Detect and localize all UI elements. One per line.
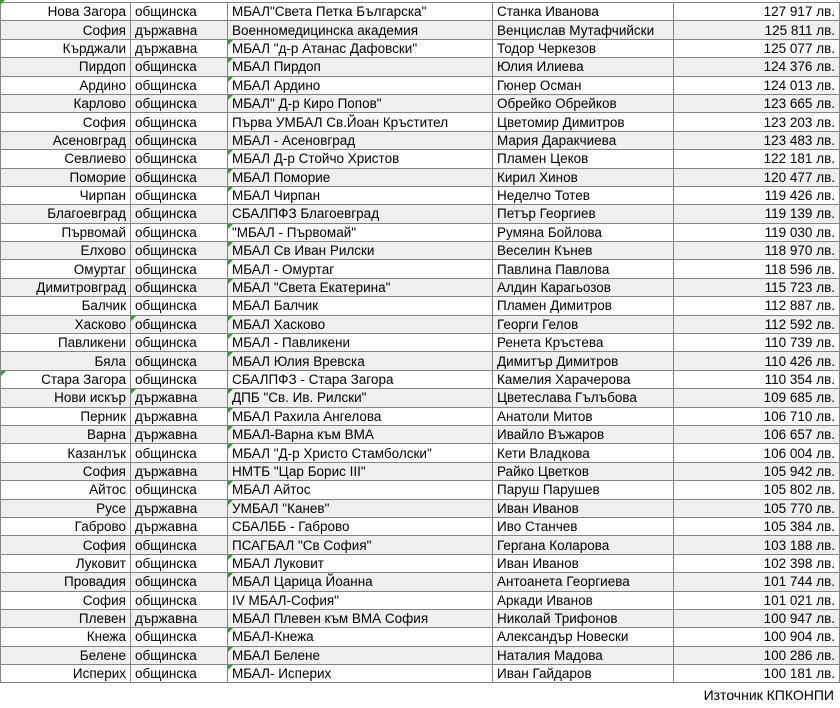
cell-salary: 123 483 лв. [674,131,840,149]
cell-city: Асеновград [1,131,131,149]
error-marker-icon [228,316,233,321]
table-row [1,315,840,333]
cell-salary: 102 398 лв. [674,554,840,572]
cell-city: Перник [1,407,131,425]
table-row [1,646,840,664]
table-row [1,517,840,535]
cell-city: Елхово [1,242,131,260]
cell-city: Балчик [1,297,131,315]
cell-city: Нови искър [1,389,131,407]
cell-ownership: общинска [131,131,228,149]
cell-ownership: държавна [131,389,228,407]
cell-ownership: общинска [131,646,228,664]
table-row [1,242,840,260]
cell-city: Казанлък [1,444,131,462]
cell-city: Хасково [1,315,131,333]
error-marker-icon [228,40,233,45]
cell-hospital: МБАЛ "д-р Атанас Дафовски" [228,39,493,57]
cell-director: Веселин Кънев [493,242,674,260]
cell-director: Кети Владкова [493,444,674,462]
cell-hospital: МБАЛ - Асеновград [228,131,493,149]
cell-ownership: общинска [131,665,228,683]
error-marker-icon [228,555,233,560]
cell-hospital: МБАЛ "Света Екатерина" [228,278,493,296]
cell-city: Габрово [1,517,131,535]
cell-salary: 100 181 лв. [674,665,840,683]
cell-salary: 115 723 лв. [674,278,840,296]
error-marker-icon [228,95,233,100]
cell-director: Венцислав Мутафчийски [493,21,674,39]
table-row [1,94,840,112]
error-marker-icon [228,408,233,413]
cell-ownership: общинска [131,168,228,186]
cell-salary: 127 917 лв. [674,3,840,21]
cell-hospital: МБАЛ-Варна към ВМА [228,425,493,443]
error-marker-icon [1,371,6,376]
cell-ownership: общинска [131,242,228,260]
table-row [1,536,840,554]
table-row [1,370,840,388]
cell-hospital: Военномедицинска академия [228,21,493,39]
error-marker-icon [228,334,233,339]
cell-director: Юлия Илиева [493,58,674,76]
error-marker-icon [0,0,5,5]
table-row [1,407,840,425]
table-row [1,352,840,370]
cell-city: Карлово [1,94,131,112]
cell-city: Провадия [1,573,131,591]
cell-salary: 122 181 лв. [674,150,840,168]
cell-salary: 119 030 лв. [674,223,840,241]
table-row [1,278,840,296]
cell-director: Гергана Коларова [493,536,674,554]
cell-city: Пирдоп [1,58,131,76]
table-row [1,389,840,407]
cell-city: София [1,21,131,39]
cell-salary: 100 904 лв. [674,628,840,646]
cell-director: Алдин Карагьозов [493,278,674,296]
cell-ownership: общинска [131,352,228,370]
cell-ownership: общинска [131,334,228,352]
cell-hospital: МБАЛ Юлия Вревска [228,352,493,370]
cell-director: Георги Гелов [493,315,674,333]
table-row [1,168,840,186]
cell-director: Иван Иванов [493,499,674,517]
cell-city: Павликени [1,334,131,352]
cell-director: Антоанета Георгиева [493,573,674,591]
cell-salary: 125 811 лв. [674,21,840,39]
cell-director: Пламен Цеков [493,150,674,168]
cell-ownership: общинска [131,58,228,76]
cell-director: Александър Новески [493,628,674,646]
cell-salary: 118 596 лв. [674,260,840,278]
error-marker-icon [228,573,233,578]
cell-city: Варна [1,425,131,443]
table-row [1,39,840,57]
cell-hospital: УМБАЛ "Канев" [228,499,493,517]
table-row [1,462,840,480]
cell-ownership: държавна [131,499,228,517]
cell-hospital: МБАЛ - Павликени [228,334,493,352]
error-marker-icon [228,169,233,174]
table-row [1,334,840,352]
error-marker-icon [228,426,233,431]
cell-ownership: общинска [131,297,228,315]
cell-hospital: МБАЛ Св Иван Рилски [228,242,493,260]
cell-ownership: общинска [131,370,228,388]
cell-city: Плевен [1,609,131,627]
salary-table [0,2,840,683]
cell-hospital: МБАЛ Белене [228,646,493,664]
cell-ownership: общинска [131,536,228,554]
cell-salary: 110 426 лв. [674,352,840,370]
cell-city: Чирпан [1,186,131,204]
cell-hospital: МБАЛ Айтос [228,481,493,499]
cell-city: Севлиево [1,150,131,168]
cell-salary: 120 477 лв. [674,168,840,186]
table-row [1,131,840,149]
cell-salary: 103 188 лв. [674,536,840,554]
error-marker-icon [228,242,233,247]
cell-director: Ивайло Въжаров [493,425,674,443]
cell-hospital: МБАЛ Хасково [228,315,493,333]
error-marker-icon [228,352,233,357]
cell-director: Иван Гайдаров [493,665,674,683]
error-marker-icon [228,500,233,505]
cell-director: Паруш Парушев [493,481,674,499]
error-marker-icon [131,389,136,394]
table-row [1,628,840,646]
cell-salary: 109 685 лв. [674,389,840,407]
cell-ownership: държавна [131,425,228,443]
cell-hospital: МБАЛ Ардино [228,76,493,94]
cell-hospital: МБАЛ-Кнежа [228,628,493,646]
cell-ownership: общинска [131,186,228,204]
cell-city: Кнежа [1,628,131,646]
cell-ownership: общинска [131,591,228,609]
table-row [1,554,840,572]
cell-salary: 118 970 лв. [674,242,840,260]
cell-director: Пламен Димитров [493,297,674,315]
cell-salary: 112 887 лв. [674,297,840,315]
cell-director: Неделчо Тотев [493,186,674,204]
cell-ownership: общинска [131,113,228,131]
cell-director: Станка Иванова [493,3,674,21]
cell-ownership: общинска [131,223,228,241]
cell-hospital: МБАЛ Рахила Ангелова [228,407,493,425]
error-marker-icon [228,647,233,652]
cell-ownership: общинска [131,94,228,112]
cell-salary: 106 710 лв. [674,407,840,425]
cell-ownership: държавна [131,407,228,425]
cell-ownership: общинска [131,260,228,278]
cell-hospital: МБАЛ Царица Йоанна [228,573,493,591]
table-row [1,21,840,39]
table-row [1,58,840,76]
cell-city: Исперих [1,665,131,683]
cell-director: Мария Даракчиева [493,131,674,149]
cell-ownership: държавна [131,517,228,535]
table-row [1,76,840,94]
table-row [1,3,840,21]
error-marker-icon [228,224,233,229]
table-row [1,150,840,168]
table-row [1,609,840,627]
cell-hospital: МБАЛ - Омуртаг [228,260,493,278]
cell-salary: 124 013 лв. [674,76,840,94]
cell-hospital: IV МБАЛ-София" [228,591,493,609]
cell-director: Наталия Мадова [493,646,674,664]
table-body [1,3,840,683]
cell-ownership: държавна [131,462,228,480]
cell-director: Димитър Димитров [493,352,674,370]
table-row [1,591,840,609]
cell-director: Гюнер Осман [493,76,674,94]
cell-salary: 125 077 лв. [674,39,840,57]
cell-director: Камелия Харачерова [493,370,674,388]
error-marker-icon [228,187,233,192]
cell-hospital: МБАЛ- Исперих [228,665,493,683]
cell-salary: 106 657 лв. [674,425,840,443]
cell-salary: 105 942 лв. [674,462,840,480]
cell-city: Кърджали [1,39,131,57]
cell-director: Иво Станчев [493,517,674,535]
cell-city: Омуртаг [1,260,131,278]
table-row [1,665,840,683]
error-marker-icon [228,77,233,82]
cell-ownership: общинска [131,150,228,168]
cell-ownership: общинска [131,278,228,296]
cell-ownership: общинска [131,481,228,499]
cell-director: Райко Цветков [493,462,674,480]
cell-director: Кирил Хинов [493,168,674,186]
cell-city: Русе [1,499,131,517]
cell-hospital: Първа УМБАЛ Св.Йоан Кръстител [228,113,493,131]
source-credit: Източник КПКОНПИ [703,687,834,703]
cell-hospital: МБАЛ Плевен към ВМА София [228,609,493,627]
cell-ownership: общинска [131,444,228,462]
cell-salary: 119 426 лв. [674,186,840,204]
cell-hospital: ПСАГБАЛ "Св София" [228,536,493,554]
cell-hospital: НМТБ "Цар Борис III" [228,462,493,480]
cell-ownership: общинска [131,573,228,591]
cell-city: Белене [1,646,131,664]
error-marker-icon [228,279,233,284]
cell-city: Поморие [1,168,131,186]
cell-hospital: МБАЛ "Д-р Христо Стамболски" [228,444,493,462]
table-row [1,425,840,443]
cell-city: София [1,591,131,609]
cell-salary: 112 592 лв. [674,315,840,333]
cell-city: Айтос [1,481,131,499]
cell-hospital: СБАЛПФЗ - Стара Загора [228,370,493,388]
cell-director: Румяна Бойлова [493,223,674,241]
cell-city: Луковит [1,554,131,572]
error-marker-icon [228,628,233,633]
error-marker-icon [228,150,233,155]
cell-city: Нова Загора [1,3,131,21]
cell-city: Благоевград [1,205,131,223]
cell-city: Димитровград [1,278,131,296]
cell-ownership: общинска [131,205,228,223]
cell-salary: 119 139 лв. [674,205,840,223]
cell-ownership: общинска [131,554,228,572]
cell-ownership: държавна [131,609,228,627]
cell-city: София [1,462,131,480]
cell-hospital: МБАЛ" Д-р Киро Попов" [228,94,493,112]
cell-hospital: МБАЛ Балчик [228,297,493,315]
cell-salary: 100 947 лв. [674,609,840,627]
table-row [1,481,840,499]
cell-city: София [1,536,131,554]
cell-salary: 101 021 лв. [674,591,840,609]
cell-ownership: общинска [131,315,228,333]
cell-director: Обрейко Обрейков [493,94,674,112]
error-marker-icon [228,260,233,265]
cell-hospital: ДПБ "Св. Ив. Рилски" [228,389,493,407]
table-row [1,260,840,278]
cell-salary: 105 384 лв. [674,517,840,535]
cell-ownership: общинска [131,3,228,21]
cell-salary: 105 770 лв. [674,499,840,517]
cell-salary: 100 286 лв. [674,646,840,664]
cell-city: Ардино [1,76,131,94]
cell-salary: 101 744 лв. [674,573,840,591]
cell-hospital: МБАЛ"Света Петка Българска" [228,3,493,21]
cell-director: Аркади Иванов [493,591,674,609]
cell-ownership: държавна [131,39,228,57]
cell-hospital: МБАЛ Д-р Стойчо Христов [228,150,493,168]
table-row [1,444,840,462]
cell-city: Стара Загора [1,370,131,388]
cell-hospital: МБАЛ Поморие [228,168,493,186]
table-row [1,113,840,131]
cell-city: Бяла [1,352,131,370]
error-marker-icon [228,389,233,394]
cell-ownership: общинска [131,628,228,646]
error-marker-icon [228,665,233,670]
cell-salary: 124 376 лв. [674,58,840,76]
cell-hospital: "МБАЛ - Първомай" [228,223,493,241]
cell-hospital: МБАЛ Пирдоп [228,58,493,76]
table-row [1,297,840,315]
cell-director: Анатоли Митов [493,407,674,425]
cell-salary: 123 665 лв. [674,94,840,112]
cell-director: Павлина Павлова [493,260,674,278]
cell-hospital: МБАЛ Луковит [228,554,493,572]
table-row [1,223,840,241]
cell-ownership: общинска [131,76,228,94]
table-row [1,186,840,204]
cell-director: Ренета Кръстева [493,334,674,352]
cell-director: Тодор Черкезов [493,39,674,57]
cell-director: Цветеслава Гълъбова [493,389,674,407]
cell-salary: 123 203 лв. [674,113,840,131]
cell-ownership: държавна [131,21,228,39]
cell-director: Иван Иванов [493,554,674,572]
cell-city: Първомай [1,223,131,241]
cell-salary: 105 802 лв. [674,481,840,499]
error-marker-icon [131,316,136,321]
table-row [1,205,840,223]
table-row [1,499,840,517]
cell-director: Николай Трифонов [493,609,674,627]
table-row [1,573,840,591]
cell-hospital: СБАЛПФЗ Благоевград [228,205,493,223]
cell-salary: 106 004 лв. [674,444,840,462]
error-marker-icon [228,58,233,63]
cell-hospital: МБАЛ Чирпан [228,186,493,204]
cell-city: София [1,113,131,131]
cell-salary: 110 739 лв. [674,334,840,352]
cell-hospital: СБАЛББ - Габрово [228,517,493,535]
error-marker-icon [228,444,233,449]
cell-director: Цветомир Димитров [493,113,674,131]
error-marker-icon [228,481,233,486]
cell-salary: 110 354 лв. [674,370,840,388]
cell-director: Петър Георгиев [493,205,674,223]
